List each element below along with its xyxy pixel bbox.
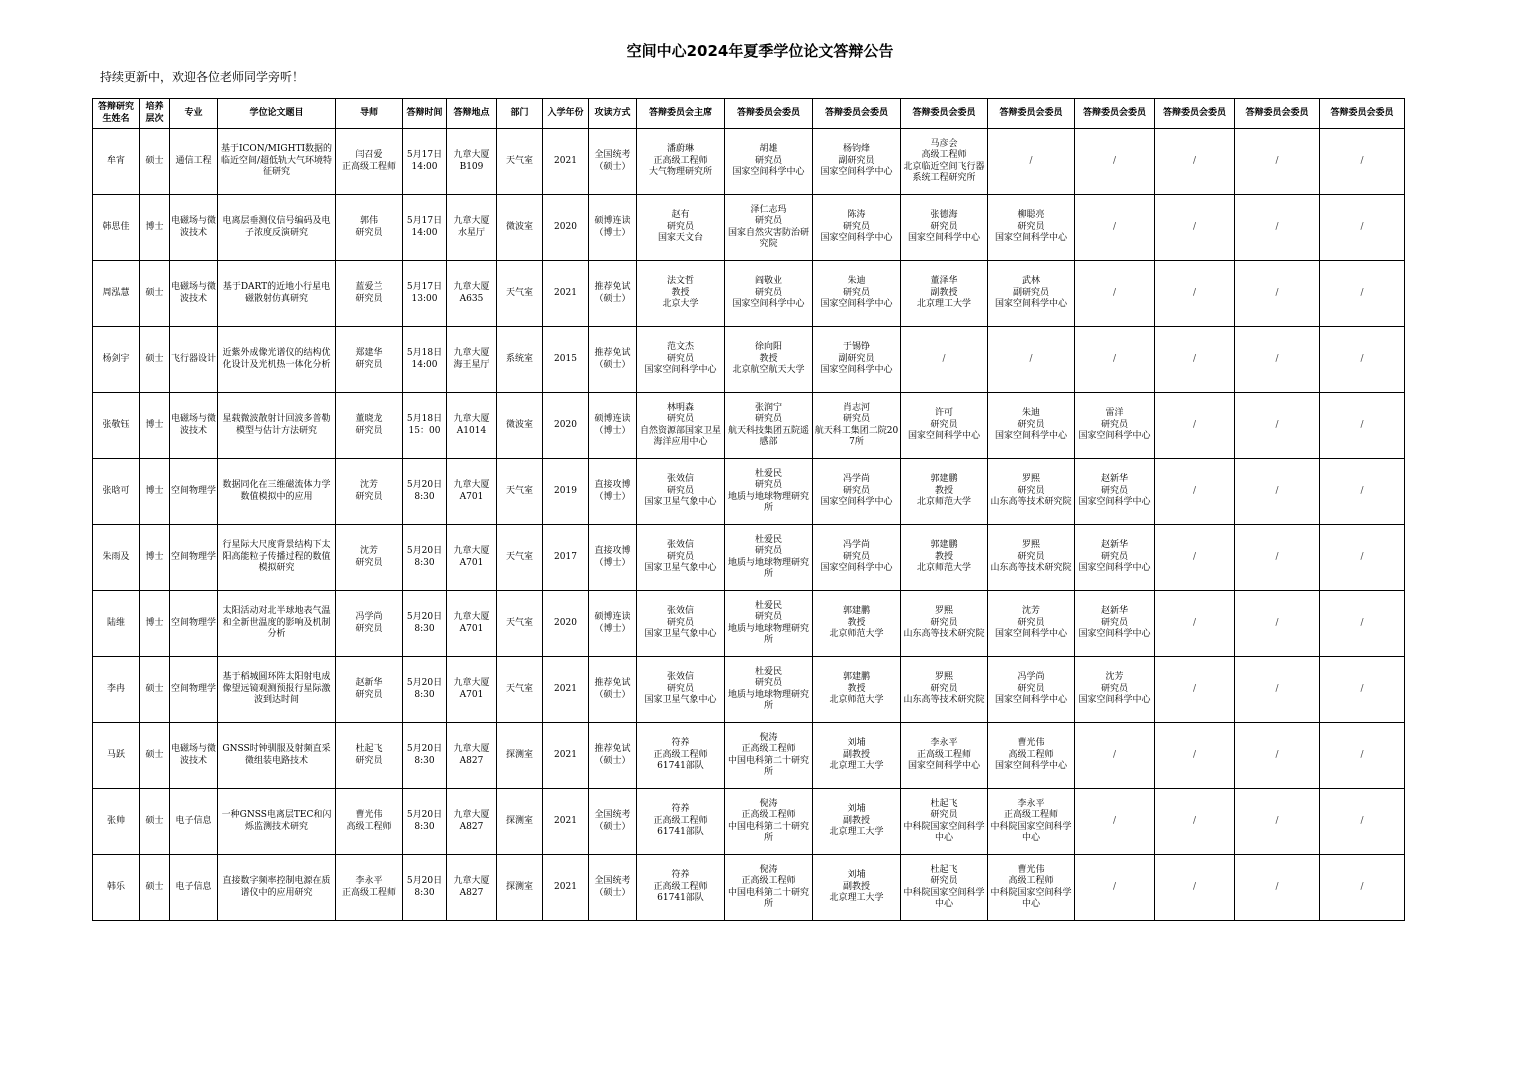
table-cell: 硕士 — [140, 129, 170, 195]
table-cell: 全国统考 （硕士） — [589, 855, 637, 921]
table-cell: / — [1075, 789, 1155, 855]
table-body — [93, 129, 1405, 921]
table-cell: / — [1320, 459, 1405, 525]
table-cell: 基于DART的近地小行星电磁散射仿真研究 — [218, 261, 336, 327]
column-header: 答辩时间 — [403, 99, 447, 129]
table-cell: 张帅 — [93, 789, 140, 855]
table-cell: / — [988, 129, 1075, 195]
table-cell: 推荐免试 （硕士） — [589, 657, 637, 723]
table-cell: 沈芳 研究员 国家空间科学中心 — [988, 591, 1075, 657]
table-cell: 刘埔 副教授 北京理工大学 — [813, 855, 901, 921]
table-cell: / — [1075, 195, 1155, 261]
defense-schedule-table — [92, 98, 1405, 921]
table-cell: 罗熙 研究员 山东高等技术研究院 — [901, 657, 988, 723]
table-cell: / — [1155, 129, 1235, 195]
table-cell: 5月18日 15：00 — [403, 393, 447, 459]
table-cell: 博士 — [140, 525, 170, 591]
table-cell: 郭建鹏 教授 北京师范大学 — [813, 657, 901, 723]
table-cell: 杜起飞 研究员 — [336, 723, 403, 789]
table-cell: 倪涛 正高级工程师 中国电科第二十研究所 — [725, 723, 813, 789]
table-cell: / — [1235, 525, 1320, 591]
table-cell: 符养 正高级工程师 61741部队 — [637, 855, 725, 921]
header-row — [93, 99, 1405, 129]
table-cell: GNSS时钟驯服及射频直采微组装电路技术 — [218, 723, 336, 789]
table-cell: / — [1320, 855, 1405, 921]
table-row — [93, 591, 1405, 657]
table-cell: 天气室 — [497, 459, 543, 525]
table-cell: / — [1320, 195, 1405, 261]
column-header: 答辩委员会委员 — [725, 99, 813, 129]
table-cell: 杜爱民 研究员 地质与地球物理研究所 — [725, 657, 813, 723]
table-cell: / — [1320, 789, 1405, 855]
table-cell: 5月18日 14:00 — [403, 327, 447, 393]
table-cell: / — [1320, 261, 1405, 327]
table-cell: / — [1235, 195, 1320, 261]
table-cell: / — [1320, 393, 1405, 459]
column-header: 答辩委员会委员 — [1075, 99, 1155, 129]
table-cell: 5月20日 8:30 — [403, 525, 447, 591]
table-cell: 5月20日 8:30 — [403, 855, 447, 921]
table-cell: 2021 — [543, 789, 589, 855]
table-cell: / — [1155, 789, 1235, 855]
table-cell: 直接数字频率控制电源在质谱仪中的应用研究 — [218, 855, 336, 921]
table-cell: 于锡铮 副研究员 国家空间科学中心 — [813, 327, 901, 393]
table-cell: 周泓慧 — [93, 261, 140, 327]
table-cell: 推荐免试 （硕士） — [589, 723, 637, 789]
column-header: 入学年份 — [543, 99, 589, 129]
table-cell: / — [1235, 327, 1320, 393]
table-cell: 天气室 — [497, 657, 543, 723]
table-cell: / — [1155, 591, 1235, 657]
table-cell: 硕博连读 （博士） — [589, 195, 637, 261]
table-cell: / — [1235, 591, 1320, 657]
table-cell: 5月20日 8:30 — [403, 789, 447, 855]
table-cell: 2021 — [543, 261, 589, 327]
table-cell: 博士 — [140, 195, 170, 261]
table-cell: 2021 — [543, 855, 589, 921]
table-cell: 推荐免试 （硕士） — [589, 327, 637, 393]
table-cell: 九章大厦 A1014 — [447, 393, 497, 459]
table-cell: 硕博连读 （博士） — [589, 393, 637, 459]
table-cell: 九章大厦 水星厅 — [447, 195, 497, 261]
table-cell: 许可 研究员 国家空间科学中心 — [901, 393, 988, 459]
table-cell: / — [1075, 327, 1155, 393]
table-cell: 系统室 — [497, 327, 543, 393]
table-cell: 九章大厦 A827 — [447, 789, 497, 855]
table-cell: 全国统考 （硕士） — [589, 789, 637, 855]
table-cell: / — [1320, 327, 1405, 393]
table-cell: 冯学尚 研究员 国家空间科学中心 — [813, 525, 901, 591]
table-cell: 一种GNSS电离层TEC和闪烁监测技术研究 — [218, 789, 336, 855]
table-cell: 郑建华 研究员 — [336, 327, 403, 393]
table-cell: 赵新华 研究员 国家空间科学中心 — [1075, 459, 1155, 525]
table-cell: 牟宵 — [93, 129, 140, 195]
table-cell: 蓝爱兰 研究员 — [336, 261, 403, 327]
table-cell: 硕博连读 （博士） — [589, 591, 637, 657]
table-cell: 赵新华 研究员 国家空间科学中心 — [1075, 525, 1155, 591]
table-cell: / — [1155, 261, 1235, 327]
table-cell: 5月20日 8:30 — [403, 459, 447, 525]
table-cell: / — [1320, 525, 1405, 591]
table-cell: 5月17日 13:00 — [403, 261, 447, 327]
table-cell: 探测室 — [497, 789, 543, 855]
table-cell: / — [1235, 789, 1320, 855]
table-cell: / — [1155, 327, 1235, 393]
table-cell: 星载微波散射计回波多普勒模型与估计方法研究 — [218, 393, 336, 459]
table-cell: 博士 — [140, 591, 170, 657]
table-cell: 5月20日 8:30 — [403, 657, 447, 723]
table-cell: / — [1155, 723, 1235, 789]
table-cell: 九章大厦 A635 — [447, 261, 497, 327]
table-cell: / — [1235, 393, 1320, 459]
table-cell: 杨钧烽 副研究员 国家空间科学中心 — [813, 129, 901, 195]
table-cell: 电磁场与微波技术 — [170, 261, 218, 327]
table-cell: / — [1075, 129, 1155, 195]
table-cell: 泽仁志玛 研究员 国家自然灾害防治研究院 — [725, 195, 813, 261]
table-cell: 硕士 — [140, 855, 170, 921]
table-cell: 林明森 研究员 自然资源部国家卫星海洋应用中心 — [637, 393, 725, 459]
column-header: 导师 — [336, 99, 403, 129]
table-cell: 2015 — [543, 327, 589, 393]
table-cell: 张效信 研究员 国家卫星气象中心 — [637, 525, 725, 591]
table-cell: 曹光伟 高级工程师 国家空间科学中心 — [988, 723, 1075, 789]
table-cell: 杜爱民 研究员 地质与地球物理研究所 — [725, 459, 813, 525]
table-cell: 肖志河 研究员 航天科工集团二院207所 — [813, 393, 901, 459]
table-cell: 刘埔 副教授 北京理工大学 — [813, 789, 901, 855]
column-header: 答辩委员会委员 — [901, 99, 988, 129]
table-cell: 潘蔚琳 正高级工程师 大气物理研究所 — [637, 129, 725, 195]
table-cell: 罗熙 研究员 山东高等技术研究院 — [988, 459, 1075, 525]
table-cell: / — [1320, 657, 1405, 723]
table-cell: 朱迪 研究员 国家空间科学中心 — [988, 393, 1075, 459]
column-header: 专业 — [170, 99, 218, 129]
table-cell: 倪涛 正高级工程师 中国电科第二十研究所 — [725, 855, 813, 921]
table-cell: 电子信息 — [170, 855, 218, 921]
column-header: 答辩研究 生姓名 — [93, 99, 140, 129]
table-cell: 法文哲 教授 北京大学 — [637, 261, 725, 327]
table-cell: 全国统考 （硕士） — [589, 129, 637, 195]
table-cell: / — [1320, 723, 1405, 789]
table-cell: 硕士 — [140, 327, 170, 393]
table-cell: 韩乐 — [93, 855, 140, 921]
table-cell: 2020 — [543, 591, 589, 657]
table-cell: 天气室 — [497, 261, 543, 327]
table-cell: 张晗可 — [93, 459, 140, 525]
column-header: 答辩委员会委员 — [988, 99, 1075, 129]
table-cell: 董晓龙 研究员 — [336, 393, 403, 459]
table-cell: 冯学尚 研究员 国家空间科学中心 — [988, 657, 1075, 723]
table-cell: 张敬钰 — [93, 393, 140, 459]
table-cell: 张润宁 研究员 航天科技集团五院遥感部 — [725, 393, 813, 459]
table-cell: / — [1235, 855, 1320, 921]
table-cell: / — [1155, 855, 1235, 921]
table-cell: 董泽华 副教授 北京理工大学 — [901, 261, 988, 327]
table-cell: 电离层垂测仪信号编码及电子浓度反演研究 — [218, 195, 336, 261]
table-cell: 九章大厦 A701 — [447, 657, 497, 723]
table-cell: 太阳活动对北半球地表气温和全新世温度的影响及机制分析 — [218, 591, 336, 657]
table-cell: 天气室 — [497, 525, 543, 591]
table-cell: 5月20日 8:30 — [403, 723, 447, 789]
table-cell: 沈芳 研究员 国家空间科学中心 — [1075, 657, 1155, 723]
table-cell: 电磁场与微波技术 — [170, 393, 218, 459]
table-cell: 郭伟 研究员 — [336, 195, 403, 261]
table-cell: 微波室 — [497, 195, 543, 261]
table-cell: 冯学尚 研究员 国家空间科学中心 — [813, 459, 901, 525]
table-row — [93, 723, 1405, 789]
table-cell: 九章大厦 B109 — [447, 129, 497, 195]
table-cell: 直接攻博 （博士） — [589, 459, 637, 525]
table-cell: 雷洋 研究员 国家空间科学中心 — [1075, 393, 1155, 459]
table-cell: / — [1235, 657, 1320, 723]
column-header: 答辩委员会委员 — [1235, 99, 1320, 129]
table-cell: 杨剑宇 — [93, 327, 140, 393]
table-cell: 倪涛 正高级工程师 中国电科第二十研究所 — [725, 789, 813, 855]
table-cell: 张效信 研究员 国家卫星气象中心 — [637, 657, 725, 723]
page-subtitle: 持续更新中，欢迎各位老师同学旁听！ — [100, 70, 305, 84]
table-row — [93, 195, 1405, 261]
table-cell: 杜爱民 研究员 地质与地球物理研究所 — [725, 591, 813, 657]
table-cell: 李永平 正高级工程师 — [336, 855, 403, 921]
table-cell: / — [1155, 195, 1235, 261]
column-header: 答辩委员会主席 — [637, 99, 725, 129]
column-header: 培养 层次 — [140, 99, 170, 129]
table-cell: 罗熙 研究员 山东高等技术研究院 — [901, 591, 988, 657]
table-cell: 郭建鹏 教授 北京师范大学 — [901, 525, 988, 591]
table-cell: / — [1235, 129, 1320, 195]
table-cell: 2021 — [543, 723, 589, 789]
table-cell: 行星际大尺度背景结构下太阳高能粒子传播过程的数值模拟研究 — [218, 525, 336, 591]
table-cell: / — [1075, 261, 1155, 327]
table-cell: 2020 — [543, 393, 589, 459]
table-cell: 博士 — [140, 393, 170, 459]
table-cell: / — [1155, 459, 1235, 525]
table-cell: 朱迪 研究员 国家空间科学中心 — [813, 261, 901, 327]
table-cell: 电磁场与微波技术 — [170, 723, 218, 789]
page-title: 空间中心2024年夏季学位论文答辩公告 — [626, 42, 894, 60]
table-cell: 微波室 — [497, 393, 543, 459]
table-cell: 2020 — [543, 195, 589, 261]
table-cell: / — [1235, 723, 1320, 789]
table-cell: 近紫外成像光谱仪的结构优化设计及光机热一体化分析 — [218, 327, 336, 393]
table-cell: 杜起飞 研究员 中科院国家空间科学中心 — [901, 855, 988, 921]
table-cell: 电磁场与微波技术 — [170, 195, 218, 261]
table-cell: 5月17日 14:00 — [403, 195, 447, 261]
table-cell: 2017 — [543, 525, 589, 591]
table-cell: 探测室 — [497, 855, 543, 921]
table-cell: 张德海 研究员 国家空间科学中心 — [901, 195, 988, 261]
table-cell: 2021 — [543, 129, 589, 195]
table-cell: 徐向阳 教授 北京航空航天大学 — [725, 327, 813, 393]
column-header: 答辩委员会委员 — [813, 99, 901, 129]
table-row — [93, 789, 1405, 855]
table-cell: 数据同化在三维磁流体力学数值模拟中的应用 — [218, 459, 336, 525]
table-cell: 探测室 — [497, 723, 543, 789]
table-cell: 九章大厦 A701 — [447, 591, 497, 657]
table-cell: 朱雨及 — [93, 525, 140, 591]
table-cell: 曹光伟 高级工程师 中科院国家空间科学中心 — [988, 855, 1075, 921]
table-cell: 阎敬业 研究员 国家空间科学中心 — [725, 261, 813, 327]
table-cell: 九章大厦 A701 — [447, 459, 497, 525]
table-cell: / — [901, 327, 988, 393]
table-cell: 范文杰 研究员 国家空间科学中心 — [637, 327, 725, 393]
table-cell: 陆维 — [93, 591, 140, 657]
table-cell: 符养 正高级工程师 61741部队 — [637, 789, 725, 855]
table-cell: 曹光伟 高级工程师 — [336, 789, 403, 855]
table-cell: 硕士 — [140, 657, 170, 723]
table-cell: / — [1155, 393, 1235, 459]
table-cell: 博士 — [140, 459, 170, 525]
table-row — [93, 525, 1405, 591]
table-cell: 沈芳 研究员 — [336, 459, 403, 525]
table-cell: 郭建鹏 教授 北京师范大学 — [901, 459, 988, 525]
table-row — [93, 459, 1405, 525]
table-cell: 赵新华 研究员 国家空间科学中心 — [1075, 591, 1155, 657]
table-cell: 九章大厦 海王星厅 — [447, 327, 497, 393]
table-row — [93, 129, 1405, 195]
table-row — [93, 855, 1405, 921]
column-header: 答辩委员会委员 — [1320, 99, 1405, 129]
table-cell: 飞行器设计 — [170, 327, 218, 393]
table-cell: 冯学尚 研究员 — [336, 591, 403, 657]
table-cell: 赵有 研究员 国家天文台 — [637, 195, 725, 261]
table-cell: 张效信 研究员 国家卫星气象中心 — [637, 459, 725, 525]
table-cell: 基于稻城圆环阵太阳射电成像望远镜观测预报行星际激波到达时间 — [218, 657, 336, 723]
table-cell: 韩思佳 — [93, 195, 140, 261]
table-cell: / — [1320, 129, 1405, 195]
table-cell: 李永平 正高级工程师 国家空间科学中心 — [901, 723, 988, 789]
table-cell: 郭建鹏 教授 北京师范大学 — [813, 591, 901, 657]
table-cell: / — [1235, 261, 1320, 327]
table-cell: 九章大厦 A827 — [447, 855, 497, 921]
table-cell: 马跃 — [93, 723, 140, 789]
table-cell: 硕士 — [140, 789, 170, 855]
table-cell: / — [1075, 723, 1155, 789]
table-cell: 2021 — [543, 657, 589, 723]
table-cell: / — [1075, 855, 1155, 921]
table-cell: 陈涛 研究员 国家空间科学中心 — [813, 195, 901, 261]
table-cell: 硕士 — [140, 261, 170, 327]
column-header: 答辩地点 — [447, 99, 497, 129]
table-cell: 空间物理学 — [170, 459, 218, 525]
table-cell: 空间物理学 — [170, 657, 218, 723]
column-header: 答辩委员会委员 — [1155, 99, 1235, 129]
table-cell: 胡雄 研究员 国家空间科学中心 — [725, 129, 813, 195]
table-cell: 硕士 — [140, 723, 170, 789]
table-cell: 天气室 — [497, 129, 543, 195]
table-header — [93, 99, 1405, 129]
table-cell: 空间物理学 — [170, 525, 218, 591]
table-cell: 沈芳 研究员 — [336, 525, 403, 591]
table-row — [93, 261, 1405, 327]
table-cell: 李永平 正高级工程师 中科院国家空间科学中心 — [988, 789, 1075, 855]
table-cell: 赵新华 研究员 — [336, 657, 403, 723]
column-header: 学位论文题目 — [218, 99, 336, 129]
table-row — [93, 393, 1405, 459]
table-cell: / — [1320, 591, 1405, 657]
table-cell: / — [1155, 657, 1235, 723]
table-cell: / — [1235, 459, 1320, 525]
table-cell: 2019 — [543, 459, 589, 525]
table-cell: 李冉 — [93, 657, 140, 723]
table-cell: 推荐免试 （硕士） — [589, 261, 637, 327]
table-cell: / — [1155, 525, 1235, 591]
table-cell: 杜起飞 研究员 中科院国家空间科学中心 — [901, 789, 988, 855]
table-cell: 罗熙 研究员 山东高等技术研究院 — [988, 525, 1075, 591]
table-cell: 刘埔 副教授 北京理工大学 — [813, 723, 901, 789]
table-cell: 九章大厦 A701 — [447, 525, 497, 591]
table-cell: 柳聪亮 研究员 国家空间科学中心 — [988, 195, 1075, 261]
table-cell: 符养 正高级工程师 61741部队 — [637, 723, 725, 789]
table-cell: 电子信息 — [170, 789, 218, 855]
table-cell: 天气室 — [497, 591, 543, 657]
table-row — [93, 327, 1405, 393]
table-cell: 5月17日 14:00 — [403, 129, 447, 195]
table-cell: 基于ICON/MIGHTI数据的临近空间/超低轨大气环境特征研究 — [218, 129, 336, 195]
table-cell: 5月20日 8:30 — [403, 591, 447, 657]
table-cell: 张效信 研究员 国家卫星气象中心 — [637, 591, 725, 657]
table-cell: 通信工程 — [170, 129, 218, 195]
table-cell: 马彦会 高级工程师 北京临近空间飞行器系统工程研究所 — [901, 129, 988, 195]
table-cell: 武林 副研究员 国家空间科学中心 — [988, 261, 1075, 327]
column-header: 攻读方式 — [589, 99, 637, 129]
table-cell: 空间物理学 — [170, 591, 218, 657]
table-cell: 杜爱民 研究员 地质与地球物理研究所 — [725, 525, 813, 591]
table-cell: 闫召爱 正高级工程师 — [336, 129, 403, 195]
table-row — [93, 657, 1405, 723]
column-header: 部门 — [497, 99, 543, 129]
table-cell: 九章大厦 A827 — [447, 723, 497, 789]
table-cell: 直接攻博 （博士） — [589, 525, 637, 591]
table-cell: / — [988, 327, 1075, 393]
